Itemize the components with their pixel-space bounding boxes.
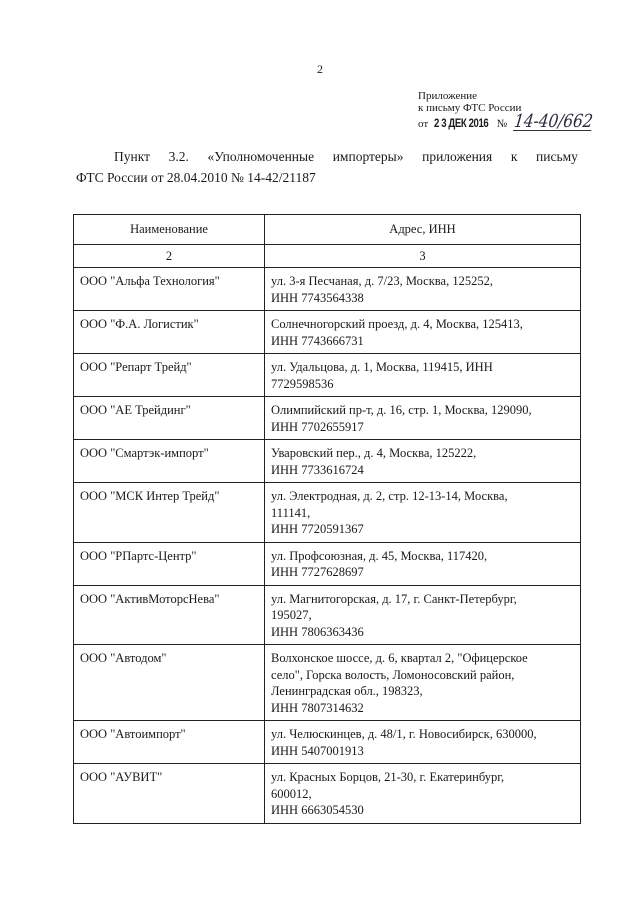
company-address (265, 397, 581, 440)
company-address (265, 354, 581, 397)
header-address: Адрес, ИНН (265, 215, 581, 245)
heading-word: к (510, 149, 518, 164)
appendix-from-label: от (418, 118, 429, 130)
address-line: Солнечногорский проезд, д. 4, Москва, 125413, (271, 317, 523, 331)
address-line: Волхонское шоссе, д. 6, квартал 2, "Офицерское (271, 651, 528, 665)
company-address (265, 645, 581, 721)
company-name: ООО "Альфа Технология" (74, 268, 265, 311)
table-row (74, 440, 581, 483)
importers-table (73, 214, 581, 824)
table-row (74, 645, 581, 721)
address-line: ИНН 7702655917 (271, 419, 364, 434)
column-number-row (74, 244, 581, 268)
address-line: ул. Электродная, д. 2, стр. 12-13-14, Москва, (271, 489, 508, 503)
address-line: ИНН 7806363436 (271, 624, 364, 639)
heading-word: 3.2. (168, 149, 189, 164)
company-name: ООО "Ф.А. Логистик" (74, 311, 265, 354)
address-line: Ленинградская обл., 198323, (271, 684, 423, 698)
address-line: 7729598536 (271, 376, 334, 391)
header-name: Наименование (74, 215, 265, 245)
company-name: ООО "АЕ Трейдинг" (74, 397, 265, 440)
company-address (265, 440, 581, 483)
address-line: ИНН 7733616724 (271, 462, 364, 477)
company-name: ООО "Автодом" (74, 645, 265, 721)
heading-word: приложения (422, 149, 493, 164)
document-heading (76, 146, 578, 188)
appendix-header (418, 90, 606, 131)
handwritten-letter-number: 14-40/662 (512, 111, 594, 132)
table-row (74, 585, 581, 645)
company-address (265, 311, 581, 354)
address-line: ИНН 7743564338 (271, 290, 364, 305)
address-line: ИНН 5407001913 (271, 743, 364, 758)
address-line: ИНН 7720591367 (271, 522, 364, 536)
company-name: ООО "МСК Интер Трейд" (74, 483, 265, 543)
address-line: ИНН 6663054530 (271, 803, 364, 817)
appendix-reference: к письму ФТС России (418, 102, 522, 114)
table-row (74, 764, 581, 824)
address-line: ул. Челюскинцев, д. 48/1, г. Новосибирск, 630000, (271, 727, 537, 741)
heading-word: письму (536, 149, 578, 164)
company-name: ООО "Автоимпорт" (74, 721, 265, 764)
address-line: село", Горска волость, Ломоносовский район, (271, 667, 515, 682)
address-line: Уваровский пер., д. 4, Москва, 125222, (271, 446, 477, 460)
column-number-2: 2 (74, 244, 265, 268)
address-line: ИНН 7727628697 (271, 565, 364, 579)
table-row (74, 354, 581, 397)
address-line: 600012, (271, 786, 312, 801)
company-address (265, 268, 581, 311)
appendix-title: Приложение (418, 90, 478, 102)
table-row (74, 542, 581, 585)
company-name: ООО "Репарт Трейд" (74, 354, 265, 397)
table-row (74, 483, 581, 543)
company-address (265, 764, 581, 824)
table-row (74, 397, 581, 440)
column-number-3: 3 (265, 244, 581, 268)
address-line: Олимпийский пр-т, д. 16, стр. 1, Москва, 129090, (271, 403, 532, 417)
company-address (265, 721, 581, 764)
address-line: 195027, (271, 608, 312, 622)
company-address (265, 483, 581, 543)
address-line: ИНН 7743666731 (271, 333, 364, 348)
address-line: ул. 3-я Песчаная, д. 7/23, Москва, 125252, (271, 274, 493, 288)
page-number: 2 (317, 62, 323, 76)
company-name: ООО "РПартс-Центр" (74, 542, 265, 585)
address-line: ИНН 7807314632 (271, 700, 364, 715)
address-line: ул. Красных Борцов, 21-30, г. Екатеринбург, (271, 770, 505, 784)
heading-word: Пункт (114, 149, 151, 164)
heading-word: импортеры» (332, 149, 404, 164)
table-row (74, 268, 581, 311)
company-name: ООО "АУВИТ" (74, 764, 265, 824)
date-stamp: 2 3 ДЕК 2016 (433, 116, 489, 130)
company-name: ООО "Смартэк-импорт" (74, 440, 265, 483)
appendix-date-line (418, 111, 606, 132)
heading-word: «Уполномоченные (207, 149, 315, 164)
address-line: ул. Магнитогорская, д. 17, г. Санкт-Петербург, (271, 591, 517, 606)
address-line: ул. Профсоюзная, д. 45, Москва, 117420, (271, 548, 488, 563)
number-sign: № (496, 118, 508, 130)
company-address (265, 542, 581, 585)
address-line: 111141, (271, 505, 311, 520)
address-line: ул. Удальцова, д. 1, Москва, 119415, ИНН (271, 360, 493, 374)
company-name: ООО "АктивМоторсНева" (74, 585, 265, 645)
table-header-row (74, 215, 581, 245)
table-row (74, 721, 581, 764)
company-address (265, 585, 581, 645)
heading-line-2: ФТС России от 28.04.2010 № 14-42/21187 (76, 170, 316, 185)
heading-line-1 (76, 146, 578, 167)
table-row (74, 311, 581, 354)
